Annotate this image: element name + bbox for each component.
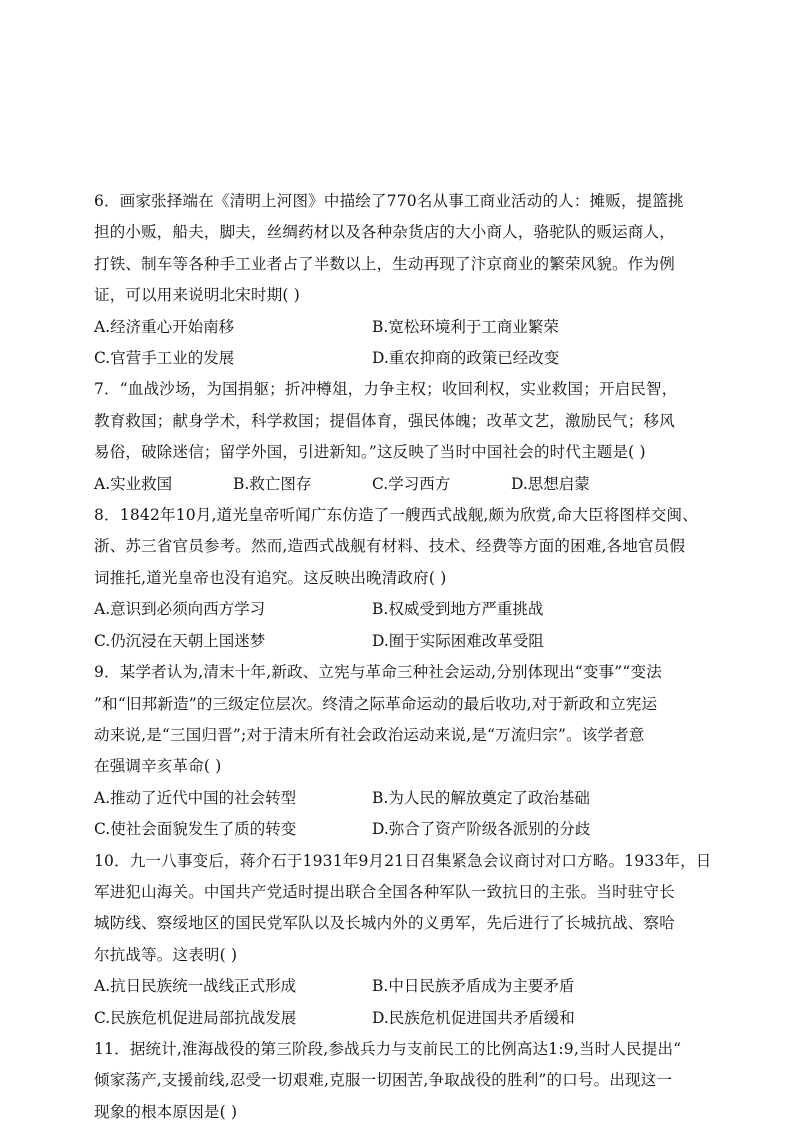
question-11-stem xyxy=(94,1034,714,1128)
question-8 xyxy=(94,500,714,657)
question-10-options-row-2 xyxy=(94,1003,714,1034)
question-10 xyxy=(94,846,714,1034)
question-6-options-row-1 xyxy=(94,312,714,343)
stem-line: 尔抗战等。这表明( ) xyxy=(94,945,238,964)
option-c: C.民族危机促进局部抗战发展 xyxy=(94,1008,297,1027)
question-9-options-row-2 xyxy=(94,814,714,845)
stem-line: 在强调辛亥革命( ) xyxy=(94,757,222,776)
question-8-options-row-2 xyxy=(94,626,714,657)
question-8-options-row-1 xyxy=(94,594,714,625)
stem-line: 教育救国；献身学术，科学救国；提倡体育，强民体魄；改革文艺，激励民气；移风 xyxy=(94,411,675,430)
option-c: C.学习西方 xyxy=(372,474,451,493)
question-7-stem xyxy=(94,374,714,468)
option-a: A.抗日民族统一战线正式形成 xyxy=(94,977,297,996)
stem-line: 担的小贩，船夫，脚夫，丝绸药材以及各种杂货店的大小商人，骆驼队的贩运商人， xyxy=(94,223,675,242)
question-9 xyxy=(94,657,714,845)
option-a: A.实业救国 xyxy=(94,474,173,493)
question-9-options-row-1 xyxy=(94,783,714,814)
question-6-options-row-2 xyxy=(94,343,714,374)
stem-line: 词推托,道光皇帝也没有追究。这反映出晚清政府( ) xyxy=(94,568,447,587)
stem-line: 城防线、察绥地区的国民党军队以及长城内外的义勇军，先后进行了长城抗战、察哈 xyxy=(94,914,675,933)
option-a: A.经济重心开始南移 xyxy=(94,317,235,336)
stem-line: 动来说,是“三国归晋”;对于清末所有社会政治运动来说,是“万流归宗”。该学者意 xyxy=(94,725,645,744)
stem-line: 浙、苏三省官员参考。然而,造西式战舰有材料、技术、经费等方面的困难,各地官员假 xyxy=(94,537,686,556)
option-c: C.仍沉浸在天朝上国迷梦 xyxy=(94,631,266,650)
question-6 xyxy=(94,186,714,374)
option-d: D.思想启蒙 xyxy=(511,474,590,493)
question-9-stem xyxy=(94,657,714,783)
stem-line: 易俗，破除迷信；留学外国，引进新知。”这反映了当时中国社会的时代主题是( ) xyxy=(94,443,646,462)
option-a: A.意识到必须向西方学习 xyxy=(94,600,266,619)
option-d: D.重农抑商的政策已经改变 xyxy=(372,349,560,368)
stem-line: 证，可以用来说明北宋时期( ) xyxy=(94,286,301,305)
stem-line: ”和“旧邦新造”的三级定位层次。终清之际革命运动的最后收功,对于新政和立宪运 xyxy=(94,694,658,713)
option-b: B.宽松环境利于工商业繁荣 xyxy=(372,317,559,336)
question-10-stem xyxy=(94,846,714,972)
option-d: D.囿于实际困难改革受阻 xyxy=(372,631,544,650)
stem-line: 10．九一八事变后，蒋介石于1931年9月21日召集紧急会议商讨对口方略。1933年，日 xyxy=(94,851,712,870)
option-d: D.弥合了资产阶级各派别的分歧 xyxy=(372,820,591,839)
option-b: B.权威受到地方严重挑战 xyxy=(372,600,544,619)
stem-line: 现象的根本原因是( ) xyxy=(94,1102,238,1121)
stem-line: 军进犯山海关。中国共产党适时提出联合全国各种军队一致抗日的主张。当时驻守长 xyxy=(94,882,675,901)
option-b: B.为人民的解放奠定了政治基础 xyxy=(372,788,590,807)
option-d: D.民族危机促进国共矛盾缓和 xyxy=(372,1008,575,1027)
option-c: C.官营手工业的发展 xyxy=(94,349,235,368)
stem-line: 7．“血战沙场，为国捐躯；折冲樽俎，力争主权；收回利权，实业救国；开启民智， xyxy=(94,380,678,399)
question-7-options-row xyxy=(94,469,714,500)
question-11 xyxy=(94,1034,714,1128)
stem-line: 11．据统计,淮海战役的第三阶段,参战兵力与支前民工的比例高达1:9,当时人民提出“ xyxy=(94,1039,682,1058)
question-8-stem xyxy=(94,500,714,594)
stem-line: 9．某学者认为,清末十年,新政、立宪与革命三种社会运动,分别体现出“变事”“变法 xyxy=(94,663,662,682)
question-10-options-row-1 xyxy=(94,971,714,1002)
question-7 xyxy=(94,374,714,500)
option-b: B.救亡图存 xyxy=(233,474,312,493)
stem-line: 打铁、制车等各种手工业者占了半数以上，生动再现了汴京商业的繁荣风貌。作为例 xyxy=(94,254,675,273)
question-list xyxy=(94,186,714,1128)
question-6-stem xyxy=(94,186,714,312)
option-c: C.使社会面貌发生了质的转变 xyxy=(94,820,297,839)
stem-line: 8．1842年10月,道光皇帝听闻广东仿造了一艘西式战舰,颇为欣赏,命大臣将图样交闽、 xyxy=(94,506,698,525)
option-a: A.推动了近代中国的社会转型 xyxy=(94,788,297,807)
option-b: B.中日民族矛盾成为主要矛盾 xyxy=(372,977,575,996)
stem-line: 倾家荡产,支援前线,忍受一切艰难,克服一切困苦,争取战役的胜利”的口号。出现这一 xyxy=(94,1071,673,1090)
stem-line: 6．画家张择端在《清明上河图》中描绘了770名从事工商业活动的人：摊贩，提篮挑 xyxy=(94,192,684,210)
